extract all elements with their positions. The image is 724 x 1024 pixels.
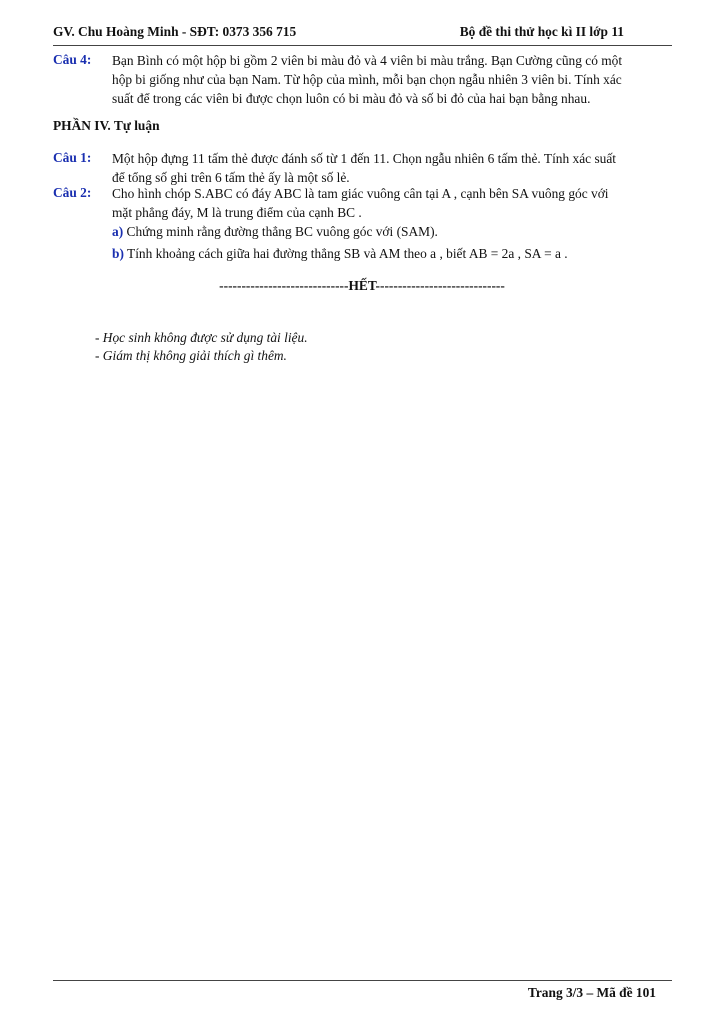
essay-question-2-text (112, 184, 672, 222)
header-teacher-info: GV. Chu Hoàng Minh - SĐT: 0373 356 715 (53, 24, 297, 39)
question-4-text (112, 51, 672, 108)
part-b-label: b) (112, 246, 124, 261)
end-marker: -----------------------------HẾT----------------------------- (219, 278, 505, 293)
essay-question-2-line: Cho hình chóp S.ABC có đáy ABC là tam giác vuông cân tại A , cạnh bên SA vuông góc với (112, 186, 609, 201)
essay-question-1-text (112, 149, 672, 187)
question-4-line: Bạn Bình có một hộp bi gồm 2 viên bi màu đỏ và 4 viên bi màu trắng. Bạn Cường cũng có một (112, 53, 623, 68)
note-item: - Học sinh không được sử dụng tài liệu. (95, 330, 308, 345)
part-4-title: PHẦN IV. Tự luận (53, 118, 160, 133)
page-footer: Trang 3/3 – Mã đề 101 (527, 985, 656, 1000)
essay-question-1-line: để tổng số ghi trên 6 tấm thẻ ấy là một số lẻ. (112, 170, 350, 185)
essay-question-2-line: mặt phẳng đáy, M là trung điểm của cạnh BC . (112, 205, 362, 220)
part-b-text: Tính khoảng cách giữa hai đường thẳng SB và AM theo a , biết AB = 2a , SA = a . (127, 246, 568, 261)
page-header (53, 24, 672, 42)
essay-question-2-part-b (112, 244, 568, 263)
part-a-text: Chứng minh rằng đường thẳng BC vuông góc với (SAM). (126, 224, 438, 239)
essay-question-1-label: Câu 1: (53, 150, 92, 165)
essay-question-2-label: Câu 2: (53, 185, 92, 200)
header-exam-title: Bộ đề thi thử học kì II lớp 11 (459, 24, 624, 39)
header-divider (53, 45, 672, 46)
part-a-label: a) (112, 224, 124, 239)
note-item: - Giám thị không giải thích gì thêm. (95, 348, 287, 363)
question-4-line: suất để trong các viên bi được chọn luôn có bi màu đỏ và số bi đỏ của hai bạn bằng nhau. (112, 91, 591, 106)
question-4-line: hộp bi giống như của bạn Nam. Từ hộp của mình, mỗi bạn chọn ngẫu nhiên 3 viên bi. Tính xác (112, 72, 622, 87)
question-4-label: Câu 4: (53, 52, 92, 67)
essay-question-2-part-a (112, 222, 438, 241)
footer-divider (53, 980, 672, 981)
essay-question-1-line: Một hộp đựng 11 tấm thẻ được đánh số từ 1 đến 11. Chọn ngẫu nhiên 6 tấm thẻ. Tính xác suất (112, 151, 617, 166)
exam-notes (95, 329, 308, 365)
